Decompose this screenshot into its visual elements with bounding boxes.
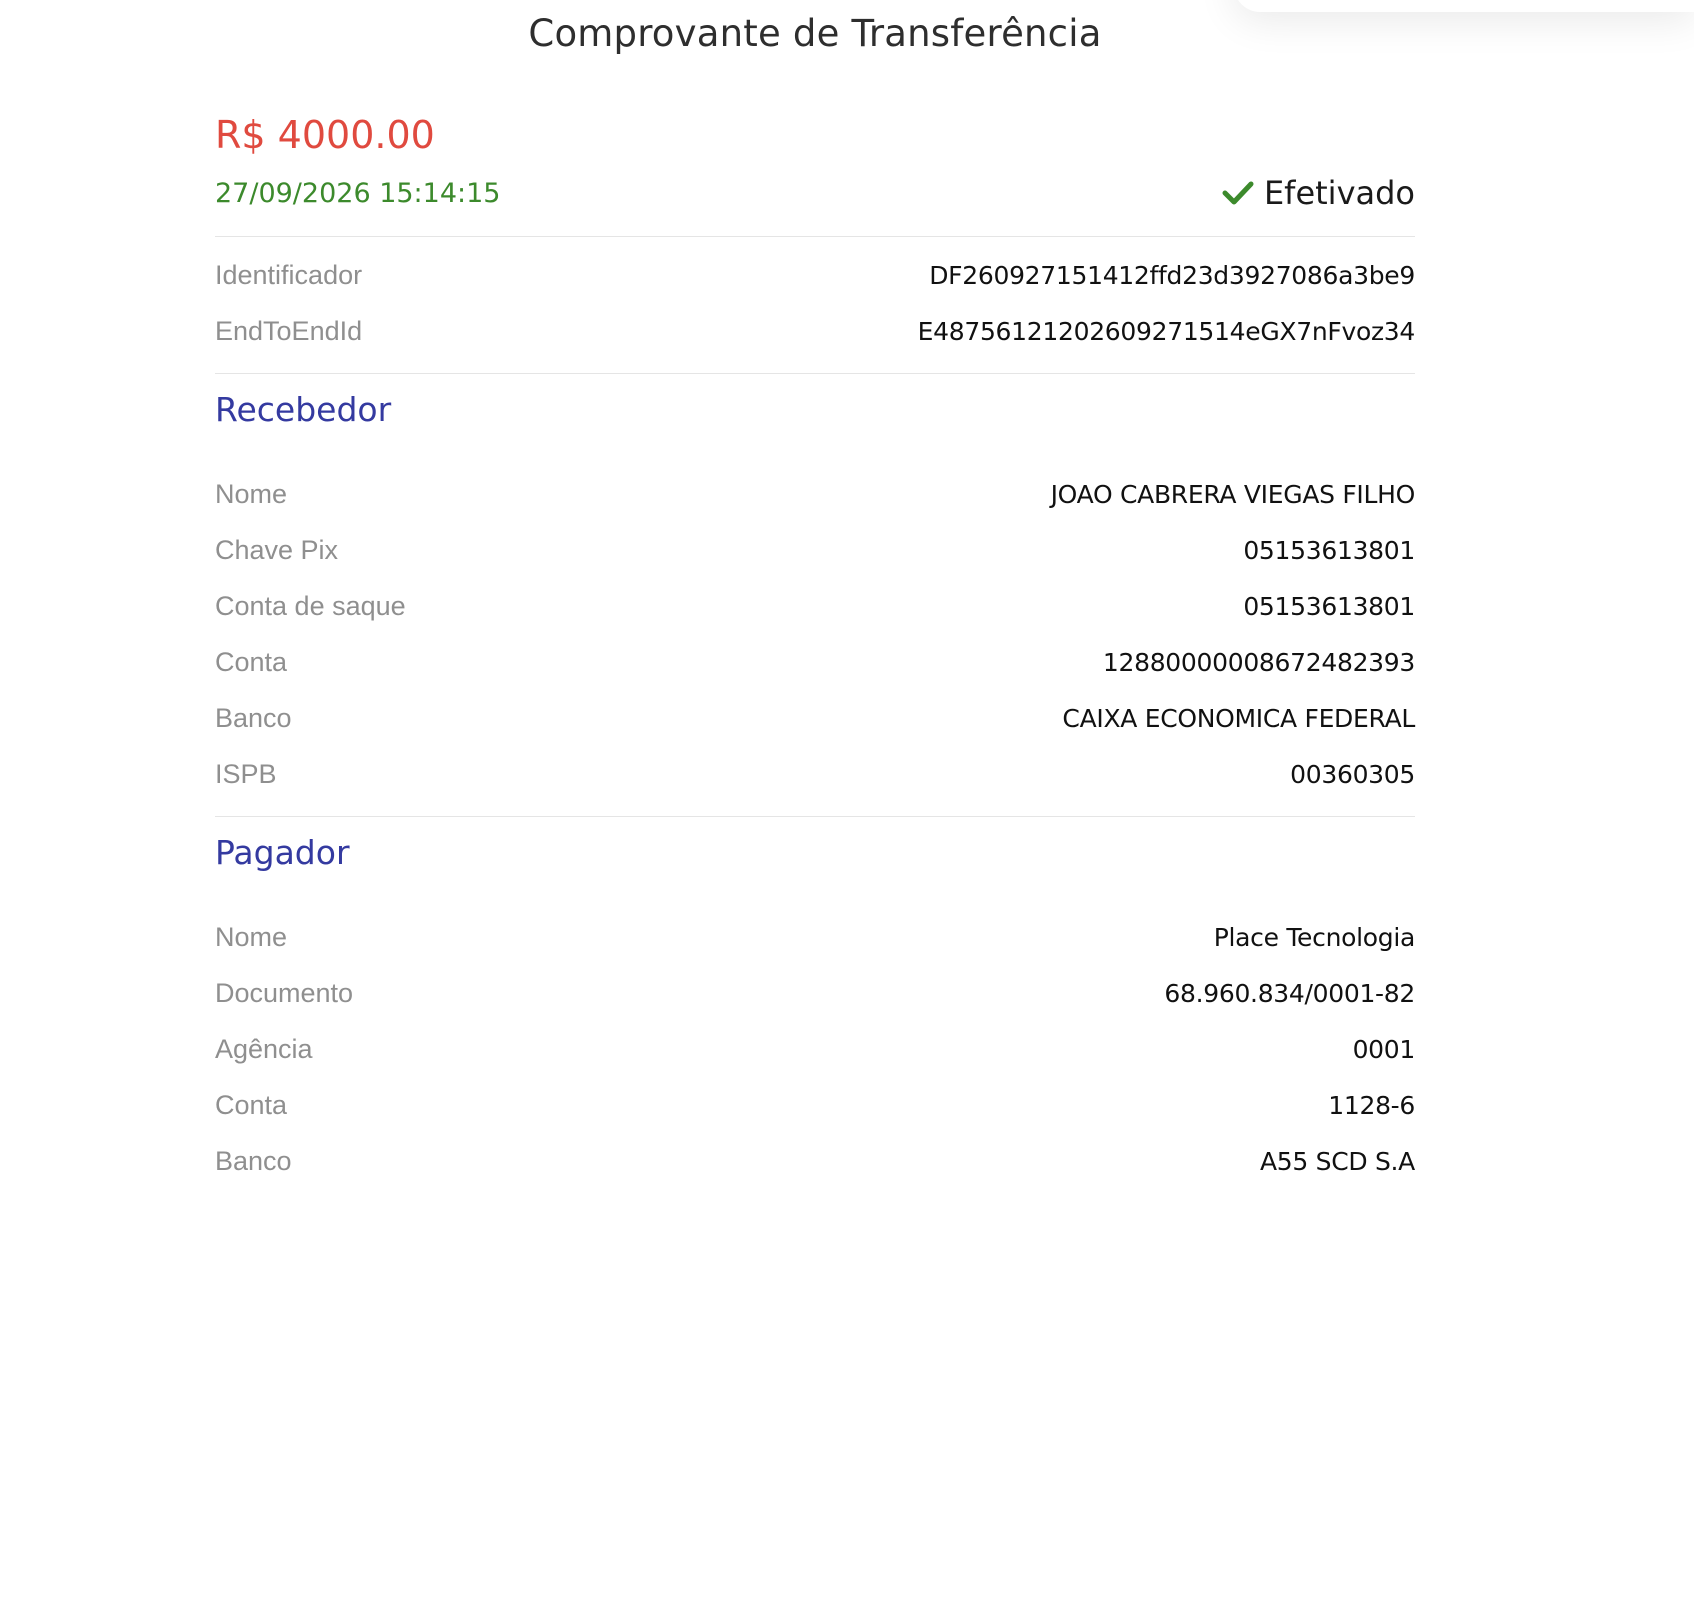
recebedor-ispb-row — [215, 746, 1415, 802]
check-icon — [1222, 180, 1254, 206]
field-label: Documento — [215, 977, 354, 1008]
status-label: Efetivado — [1263, 174, 1415, 212]
field-label: Conta — [215, 1089, 288, 1120]
pagador-banco-row — [215, 1133, 1415, 1189]
field-label: EndToEndId — [215, 315, 363, 346]
endtoendid-row — [215, 303, 1415, 359]
field-label: Nome — [215, 921, 288, 952]
recebedor-list — [215, 456, 1415, 816]
field-value: 0001 — [1352, 1034, 1415, 1064]
field-value: DF260927151412ffd23d3927086a3be9 — [929, 260, 1415, 290]
transfer-amount: R$ 4000.00 — [215, 113, 435, 157]
field-value: E48756121202609271514eGX7nFvoz34 — [917, 316, 1415, 346]
field-value: 05153613801 — [1243, 591, 1415, 621]
status-badge — [1222, 174, 1415, 212]
recebedor-nome-row — [215, 466, 1415, 522]
field-label: Agência — [215, 1033, 313, 1064]
recebedor-chave-pix-row — [215, 522, 1415, 578]
ids-list — [215, 237, 1415, 373]
field-value: A55 SCD S.A — [1259, 1146, 1415, 1176]
field-label: Identificador — [215, 259, 363, 290]
pagador-nome-row — [215, 909, 1415, 965]
field-label: Banco — [215, 1145, 292, 1176]
field-label: Conta de saque — [215, 590, 406, 621]
field-value: 68.960.834/0001-82 — [1164, 978, 1415, 1008]
pagador-section-title: Pagador — [215, 833, 350, 872]
field-value: 05153613801 — [1243, 535, 1415, 565]
identificador-row — [215, 247, 1415, 303]
top-right-panel-edge — [1234, 0, 1694, 12]
pagador-list — [215, 899, 1415, 1189]
field-label: Nome — [215, 478, 288, 509]
receipt-content — [215, 108, 1415, 1189]
meta-row — [215, 166, 1415, 220]
recebedor-section-title: Recebedor — [215, 390, 392, 429]
field-label: ISPB — [215, 758, 277, 789]
recebedor-conta-saque-row — [215, 578, 1415, 634]
page-title: Comprovante de Transferência — [528, 12, 1102, 55]
field-label: Conta — [215, 646, 288, 677]
pagador-conta-row — [215, 1077, 1415, 1133]
field-value: 12880000008672482393 — [1102, 647, 1415, 677]
pagador-documento-row — [215, 965, 1415, 1021]
recebedor-conta-row — [215, 634, 1415, 690]
field-value: 1128-6 — [1328, 1090, 1415, 1120]
field-value: Place Tecnologia — [1213, 922, 1415, 952]
transfer-datetime: 27/09/2026 15:14:15 — [215, 177, 501, 209]
pagador-agencia-row — [215, 1021, 1415, 1077]
field-value: CAIXA ECONOMICA FEDERAL — [1062, 703, 1415, 733]
recebedor-banco-row — [215, 690, 1415, 746]
field-value: JOAO CABRERA VIEGAS FILHO — [1050, 479, 1415, 509]
field-value: 00360305 — [1290, 759, 1415, 789]
field-label: Banco — [215, 702, 292, 733]
field-label: Chave Pix — [215, 534, 339, 565]
